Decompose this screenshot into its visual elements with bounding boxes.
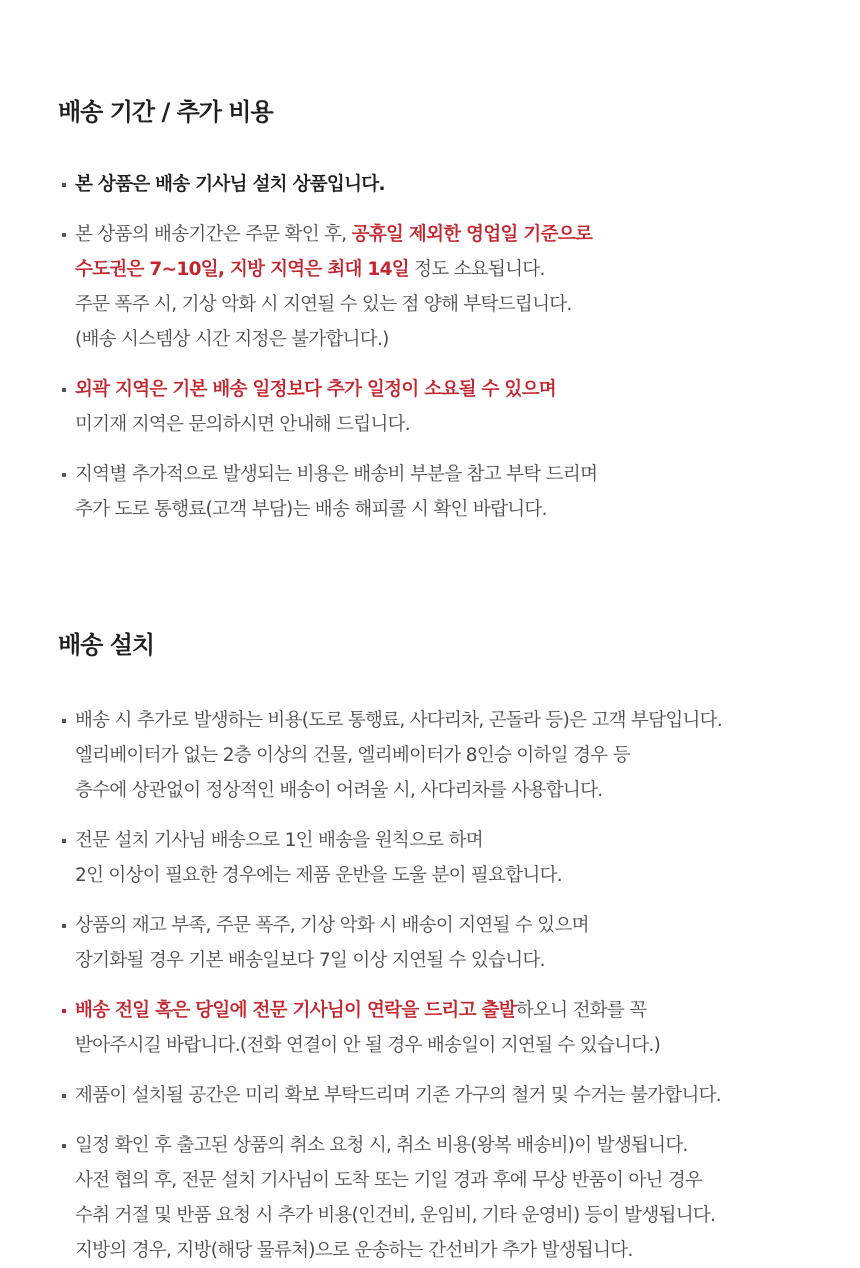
list-item [58, 457, 838, 527]
item-line: 층수에 상관없이 정상적인 배송이 어려울 시, 사다리차를 사용합니다. [75, 780, 603, 801]
item-line: 제품이 설치될 공간은 미리 확보 부탁드리며 기존 가구의 철거 및 수거는 불가합니다. [75, 1085, 721, 1106]
item-line: 지방의 경우, 지방(해당 물류처)으로 운송하는 간선비가 추가 발생됩니다. [75, 1240, 633, 1261]
item-line: 본 상품은 배송 기사님 설치 상품입니다. [75, 174, 385, 195]
bullet-icon [62, 1144, 66, 1148]
bullet-icon [62, 924, 66, 928]
spacer [58, 1113, 838, 1128]
bullet-icon [62, 233, 66, 237]
item-line: 미기재 지역은 문의하시면 안내해 드립니다. [75, 414, 410, 435]
list-item [58, 372, 838, 442]
highlight-text: 공휴일 제외한 영업일 기준으로 [351, 224, 593, 245]
bullet-icon [62, 473, 66, 477]
highlight-text: 배송 전일 혹은 당일에 전문 기사님이 연락을 드리고 출발 [75, 1000, 516, 1021]
item-line: 수취 거절 및 반품 요청 시 추가 비용(인건비, 운임비, 기타 운영비) 등이 발생됩니다. [75, 1205, 716, 1226]
item-line: 받아주시길 바랍니다.(전화 연결이 안 될 경우 배송일이 지연될 수 있습니다.) [75, 1035, 661, 1056]
highlight-text: 외곽 지역은 기본 배송 일정보다 추가 일정이 소요될 수 있으며 [75, 379, 556, 400]
spacer [58, 202, 838, 217]
item-line: 배송 전일 혹은 당일에 전문 기사님이 연락을 드리고 출발하오니 전화를 꼭 [75, 1000, 647, 1021]
bullet-icon [62, 388, 66, 392]
spacer [58, 893, 838, 908]
spacer [58, 978, 838, 993]
item-line: 장기화될 경우 기본 배송일보다 7일 이상 지연될 수 있습니다. [75, 950, 545, 971]
spacer [58, 357, 838, 372]
highlight-text: 수도권은 7~10일, 지방 지역은 최대 14일 [75, 259, 409, 280]
list-item [58, 167, 838, 202]
item-line: 수도권은 7~10일, 지방 지역은 최대 14일 정도 소요됩니다. [75, 259, 545, 280]
delivery-installation-section [58, 625, 838, 1268]
item-line: 배송 시 추가로 발생하는 비용(도로 통행료, 사다리차, 곤돌라 등)은 고객 부담입니다. [75, 710, 723, 731]
section-title: 배송 기간 / 추가 비용 [58, 98, 273, 126]
item-line: 주문 폭주 시, 기상 악화 시 지연될 수 있는 점 양해 부탁드립니다. [75, 294, 572, 315]
list-item [58, 1128, 838, 1268]
bullet-icon [62, 1009, 66, 1013]
notice-list [58, 167, 838, 527]
bullet-icon [62, 1094, 66, 1098]
list-item [58, 703, 838, 808]
item-line: 사전 협의 후, 전문 설치 기사님이 도착 또는 기일 경과 후에 무상 반품이 아닌 경우 [75, 1170, 703, 1191]
section-title: 배송 설치 [58, 631, 155, 659]
item-line: 본 상품의 배송기간은 주문 확인 후, 공휴일 제외한 영업일 기준으로 [75, 224, 593, 245]
item-line: (배송 시스템상 시간 지정은 불가합니다.) [75, 329, 389, 350]
list-item [58, 217, 838, 357]
bullet-icon [62, 183, 66, 187]
item-line: 일정 확인 후 출고된 상품의 취소 요청 시, 취소 비용(왕복 배송비)이 발생됩니다. [75, 1135, 688, 1156]
delivery-period-section [58, 92, 838, 527]
bullet-icon [62, 839, 66, 843]
notice-list [58, 703, 838, 1268]
item-line: 지역별 추가적으로 발생되는 비용은 배송비 부분을 참고 부탁 드리며 [75, 464, 598, 485]
list-item [58, 1078, 838, 1113]
item-line: 상품의 재고 부족, 주문 폭주, 기상 악화 시 배송이 지연될 수 있으며 [75, 915, 589, 936]
list-item [58, 993, 838, 1063]
spacer [58, 808, 838, 823]
list-item [58, 908, 838, 978]
spacer [58, 442, 838, 457]
spacer [58, 1063, 838, 1078]
item-line: 엘리베이터가 없는 2층 이상의 건물, 엘리베이터가 8인승 이하일 경우 등 [75, 745, 630, 766]
item-line: 2인 이상이 필요한 경우에는 제품 운반을 도울 분이 필요합니다. [75, 865, 562, 886]
list-item [58, 823, 838, 893]
bullet-icon [62, 719, 66, 723]
item-line: 전문 설치 기사님 배송으로 1인 배송을 원칙으로 하며 [75, 830, 483, 851]
item-line: 추가 도로 통행료(고객 부담)는 배송 해피콜 시 확인 바랍니다. [75, 499, 547, 520]
